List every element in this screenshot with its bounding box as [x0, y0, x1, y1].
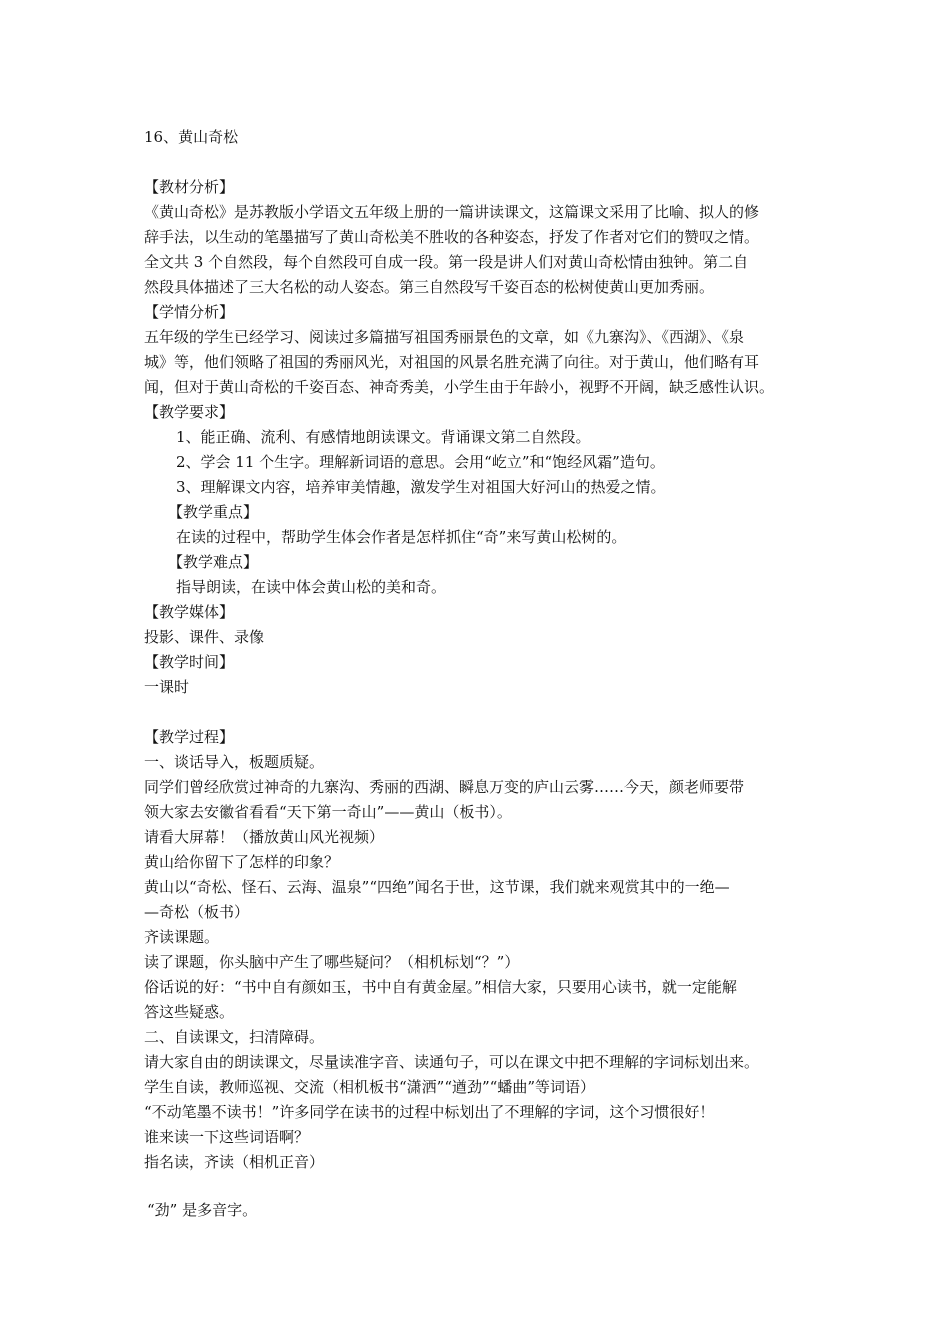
paragraph-line: 请大家自由的朗读课文，尽量读准字音、读通句子，可以在课文中把不理解的字词标划出来。 [144, 1053, 760, 1071]
section-heading: 二、自读课文，扫清障碍。 [144, 1028, 325, 1046]
paragraph-line: 齐读课题。 [144, 928, 220, 946]
paragraph-line: 一课时 [144, 678, 190, 696]
paragraph-line: 投影、课件、录像 [144, 628, 265, 646]
paragraph-line: 辞手法，以生动的笔墨描写了黄山奇松美不胜收的各种姿态，抒发了作者对它们的赞叹之情。 [144, 228, 760, 246]
paragraph-line: “劲” 是多音字。 [147, 1201, 258, 1219]
paragraph-line: 全文共 3 个自然段，每个自然段可自成一段。第一段是讲人们对黄山奇松情由独钟。第二自 [144, 253, 749, 271]
section-heading: 一、谈话导入，板题质疑。 [144, 753, 325, 771]
paragraph-line: 学生自读，教师巡视、交流（相机板书“潇洒”“遒劲”“蟠曲”等词语） [144, 1078, 596, 1096]
paragraph-line: 然段具体描述了三大名松的动人姿态。第三自然段写千姿百态的松树使黄山更加秀丽。 [144, 278, 715, 296]
heading-teaching-process: 【教学过程】 [144, 728, 235, 746]
paragraph-line: 《黄山奇松》是苏教版小学语文五年级上册的一篇讲读课文，这篇课文采用了比喻、拟人的修 [144, 203, 760, 221]
paragraph-line: 读了课题，你头脑中产生了哪些疑问？（相机标划“？”） [144, 953, 520, 971]
paragraph-line: 俗话说的好：“书中自有颜如玉，书中自有黄金屋。”相信大家，只要用心读书，就一定能解 [144, 978, 737, 996]
paragraph-line: 黄山以“奇松、怪石、云海、温泉”“四绝”闻名于世，这节课，我们就来观赏其中的一绝— [144, 878, 730, 896]
paragraph-line: 指导朗读，在读中体会黄山松的美和奇。 [176, 578, 447, 596]
heading-difficulties: 【教学难点】 [168, 553, 259, 571]
heading-textbook-analysis: 【教材分析】 [144, 178, 235, 196]
requirement-item: 3、理解课文内容，培养审美情趣，激发学生对祖国大好河山的热爱之情。 [176, 478, 666, 496]
requirement-item: 1、能正确、流利、有感情地朗读课文。背诵课文第二自然段。 [176, 428, 591, 446]
paragraph-line: 闻，但对于黄山奇松的千姿百态、神奇秀美，小学生由于年龄小，视野不开阔，缺乏感性认识。 [144, 378, 775, 396]
paragraph-line: 谁来读一下这些词语啊？ [144, 1128, 310, 1146]
paragraph-line: 在读的过程中，帮助学生体会作者是怎样抓住“奇”来写黄山松树的。 [176, 528, 627, 546]
heading-teaching-media: 【教学媒体】 [144, 603, 235, 621]
requirement-item: 2、学会 11 个生字。理解新词语的意思。会用“屹立”和“饱经风霜”造句。 [176, 453, 665, 471]
paragraph-line: 同学们曾经欣赏过神奇的九寨沟、秀丽的西湖、瞬息万变的庐山云雾……今天，颜老师要带 [144, 778, 745, 796]
paragraph-line: 答这些疑惑。 [144, 1003, 235, 1021]
paragraph-line: —奇松（板书） [144, 903, 250, 921]
paragraph-line: 请看大屏幕！（播放黄山风光视频） [144, 828, 385, 846]
paragraph-line: 领大家去安徽省看看“天下第一奇山”——黄山（板书）。 [144, 803, 512, 821]
heading-teaching-requirements: 【教学要求】 [144, 403, 235, 421]
heading-student-analysis: 【学情分析】 [144, 303, 235, 321]
paragraph-line: “不动笔墨不读书！”许多同学在读书的过程中标划出了不理解的字词，这个习惯很好！ [144, 1103, 715, 1121]
heading-key-points: 【教学重点】 [168, 503, 259, 521]
paragraph-line: 五年级的学生已经学习、阅读过多篇描写祖国秀丽景色的文章，如《九寨沟》、《西湖》、《泉 [144, 328, 745, 346]
paragraph-line: 黄山给你留下了怎样的印象？ [144, 853, 340, 871]
lesson-title: 16、黄山奇松 [144, 128, 239, 146]
paragraph-line: 指名读，齐读（相机正音） [144, 1153, 325, 1171]
heading-teaching-time: 【教学时间】 [144, 653, 235, 671]
paragraph-line: 城》等，他们领略了祖国的秀丽风光，对祖国的风景名胜充满了向往。对于黄山，他们略有耳 [144, 353, 760, 371]
